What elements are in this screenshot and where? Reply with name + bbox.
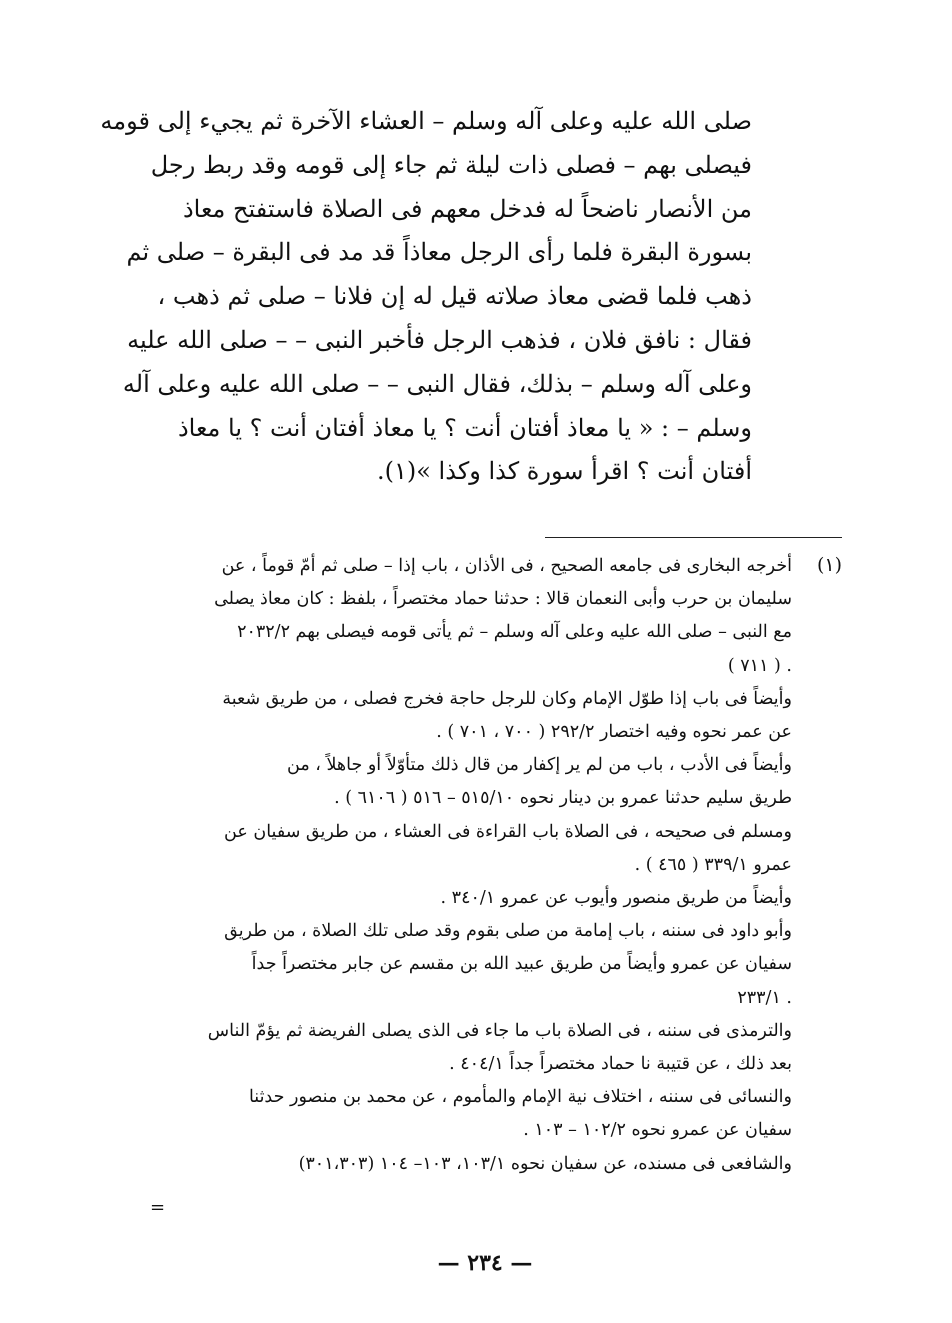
text-line: من الأنصار ناضحاً له فدخل معهم فى الصلاة فاستفتح معاذ bbox=[182, 194, 752, 223]
text-line: بسورة البقرة فلما رأى الرجل معاذاً قد مد فى البقرة – صلى ثم bbox=[126, 238, 752, 267]
footnote-line: عن عمر نحوه وفيه اختصار ٢٩٢/٢ ( ٧٠٠ ، ٧٠١ ) . bbox=[436, 722, 792, 743]
footnote-line: وأبو داود فى سننه ، باب إمامة من صلى بقوم وقد صلى تلك الصلاة ، من طريق bbox=[224, 921, 792, 942]
footnote-line: بعد ذلك ، عن قتيبة نا حماد مختصراً جداً ٤٠٤/١ . bbox=[449, 1054, 792, 1075]
footnote-line: . ٢٣٣/١ bbox=[737, 987, 792, 1008]
footnote-line: والنسائى فى سننه ، اختلاف نية الإمام والمأموم ، عن محمد بن منصور حدثنا bbox=[248, 1087, 792, 1108]
text-line: وسلم – : « يا معاذ أفتان أنت ؟ يا معاذ أفتان أنت ؟ يا معاذ bbox=[177, 413, 752, 442]
footnote-line: وأيضاً من طريق منصور وأيوب عن عمرو ٣٤٠/١ . bbox=[440, 888, 792, 909]
footnote-line: سفيان عن عمرو وأيضاً من طريق عبيد الله بن مقسم عن جابر مختصراً جداً bbox=[251, 954, 792, 975]
footnote-line: ومسلم فى صحيحه ، فى الصلاة باب القراءة فى العشاء ، من طريق سفيان عن bbox=[224, 821, 792, 842]
text-line: وعلى آله وسلم – بذلك، فقال النبى – – صلى الله عليه وعلى آله bbox=[122, 369, 752, 398]
footnote-line: سليمان بن حرب وأبى النعمان قالا : حدثنا حماد مختصراً ، بلفظ : كان معاذ يصلى bbox=[214, 589, 792, 610]
main-body-text bbox=[100, 100, 752, 494]
footnote-line: عمرو ٣٣٩/١ ( ٤٦٥ ) . bbox=[634, 854, 792, 875]
footnotes-block bbox=[102, 550, 792, 1181]
page-number: — ٢٣٤ — bbox=[437, 1250, 533, 1276]
footnote-line: مع النبى – صلى الله عليه وعلى آله وسلم – ثم يأتى قومه فيصلى بهم ٢٠٣٢/٢ bbox=[237, 622, 792, 643]
footnote-line: والترمذى فى سننه ، فى الصلاة باب ما جاء فى الذى يصلى الفريضة ثم يؤمّ الناس bbox=[207, 1020, 792, 1041]
footnote-line: والشافعى فى مسنده، عن سفيان نحوه ١٠٣/١، ١٠٣– ١٠٤ (٣٠١،٣٠٣) bbox=[298, 1153, 792, 1174]
footnote-separator bbox=[545, 537, 842, 538]
footnote-line: . ( ٧١١ ) bbox=[727, 655, 792, 676]
footnote-line: وأيضاً فى باب إذا طوّل الإمام وكان للرجل حاجة فخرج فصلى ، من طريق شعبة bbox=[222, 688, 792, 709]
text-line: أفتان أنت ؟ اقرأ سورة كذا وكذا »(١). bbox=[376, 457, 752, 486]
text-line: فقال : نافق فلان ، فذهب الرجل فأخبر النبى – – صلى الله عليه bbox=[127, 325, 752, 354]
footnote-line: وأيضاً فى الأدب ، باب من لم ير إكفار من قال ذلك متأوّلاً أو جاهلاً ، من bbox=[287, 755, 792, 776]
footnote-line: أخرجه البخارى فى جامعه الصحيح ، فى الأذان ، باب إذا – صلى ثم أمّ قوماً ، عن bbox=[221, 556, 792, 576]
continuation-mark: = bbox=[150, 1197, 166, 1218]
footnote-line: سفيان عن عمرو نحوه ١٠٢/٢ – ١٠٣ . bbox=[523, 1120, 792, 1141]
footnote-line: طريق سليم حدثنا عمرو بن دينار نحوه ٥١٥/١٠ – ٥١٦ ( ٦١٠٦ ) . bbox=[334, 788, 792, 809]
text-line: ذهب فلما قضى معاذ صلاته قيل له إن فلانا – صلى ثم ذهب ، bbox=[157, 282, 752, 311]
footnote-marker: (١) bbox=[816, 554, 842, 576]
text-line: فيصلى بهم – فصلى ذات ليلة ثم جاء إلى قومه وقد ربط رجل bbox=[150, 150, 752, 179]
text-line: صلى الله عليه وعلى آله وسلم – العشاء الآخرة ثم يجيء إلى قومه bbox=[100, 107, 752, 135]
